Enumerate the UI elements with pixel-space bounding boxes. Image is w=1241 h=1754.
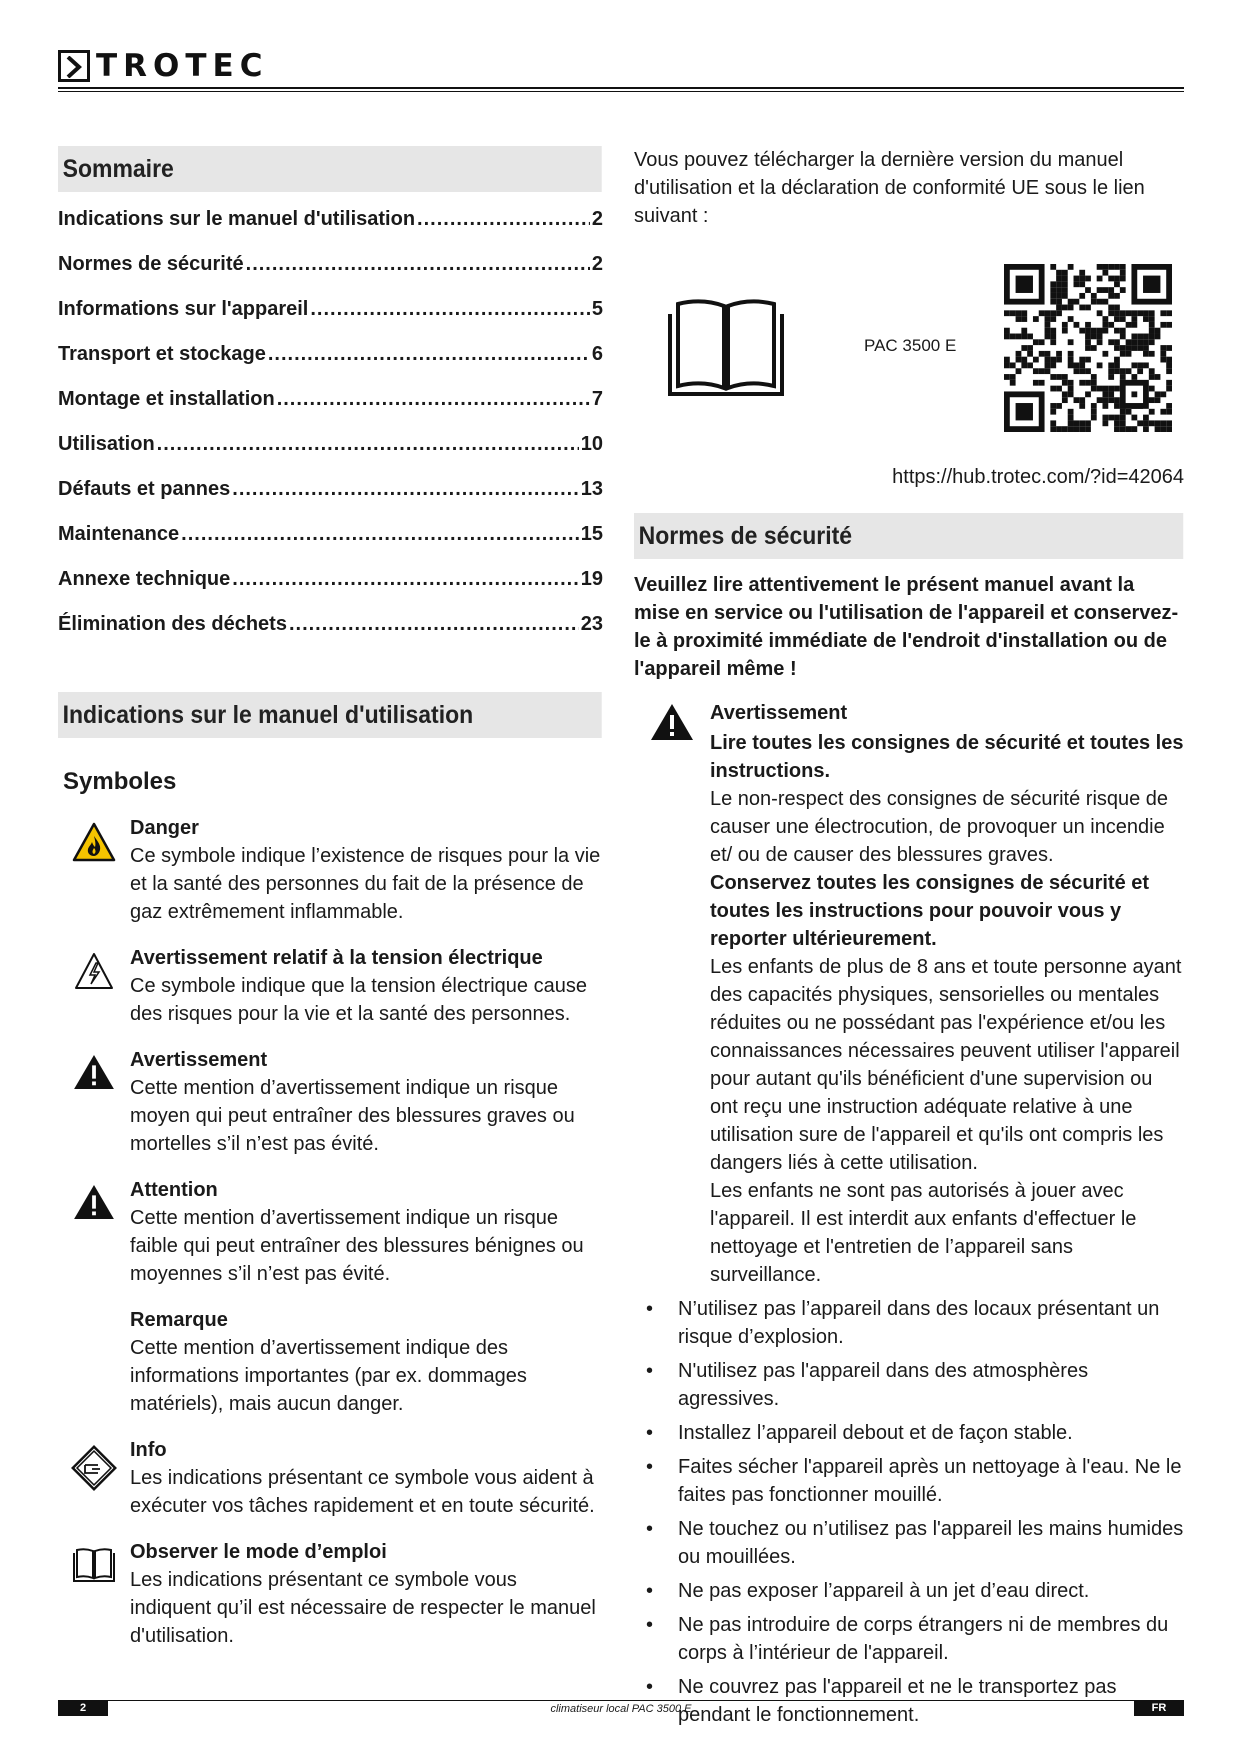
symbol-entry bbox=[58, 1046, 603, 1158]
toc-item[interactable] bbox=[58, 523, 603, 568]
toc-leader-dots bbox=[417, 208, 590, 231]
symbol-text: Cette mention d’avertissement indique un risque moyen qui peut entraîner des blessures graves ou mortelles s’il n’est pas évité. bbox=[130, 1077, 575, 1155]
symbol-title: Attention bbox=[130, 1179, 218, 1201]
symbol-entry bbox=[58, 814, 603, 926]
symbol-icon-slot bbox=[58, 1436, 130, 1520]
manual-book-icon bbox=[71, 1546, 117, 1650]
toc-item-page: 19 bbox=[580, 568, 603, 590]
footer-rule bbox=[108, 1700, 1134, 1701]
toc-item-label: Informations sur l'appareil bbox=[58, 298, 309, 320]
safety-bullet: • Ne touchez ou n’utilisez pas l'appareil les mains humides ou mouillées. bbox=[634, 1515, 1184, 1571]
symbol-icon-slot bbox=[58, 814, 130, 926]
symbol-title: Avertissement bbox=[130, 1049, 268, 1071]
table-of-contents bbox=[58, 208, 603, 658]
left-column bbox=[58, 146, 603, 1650]
warning-text-1: Le non-respect des consignes de sécurité risque de causer une électrocution, de provoquer un incendie et/ ou de causer des blessures graves. bbox=[710, 788, 1169, 866]
symbol-icon-slot bbox=[58, 944, 130, 1028]
safety-bullet: • N’utilisez pas l’appareil dans des locaux présentant un risque d’explosion. bbox=[634, 1295, 1184, 1351]
toc-item-page: 23 bbox=[580, 613, 603, 635]
language-code: FR bbox=[1134, 1700, 1184, 1716]
symbol-text: Cette mention d’avertissement indique un risque faible qui peut entraîner des blessures bénignes ou moyennes s’il n’est pas évité. bbox=[130, 1207, 584, 1285]
symbol-icon-slot bbox=[58, 1176, 130, 1288]
flame-warning-icon bbox=[72, 822, 116, 926]
toc-item-label: Utilisation bbox=[58, 433, 155, 455]
toc-item-page: 13 bbox=[580, 478, 603, 500]
safety-bullet: • Faites sécher l'appareil après un nettoyage à l'eau. Ne le faites pas fonctionner mouillé. bbox=[634, 1453, 1184, 1509]
symbol-entry bbox=[58, 1538, 603, 1650]
page-number: 2 bbox=[58, 1700, 108, 1716]
toc-item-label: Normes de sécurité bbox=[58, 253, 244, 275]
page-footer bbox=[58, 1700, 1184, 1716]
download-block bbox=[634, 252, 1184, 462]
electric-warning-icon bbox=[74, 952, 114, 1028]
symbol-text: Cette mention d’avertissement indique des informations importantes (par ex. dommages matériels), mais aucun danger. bbox=[130, 1337, 527, 1415]
symbol-entry bbox=[58, 1176, 603, 1288]
toc-leader-dots bbox=[310, 298, 590, 321]
safety-bullet-list bbox=[634, 1295, 1184, 1729]
exclamation-warning-icon bbox=[73, 1184, 115, 1288]
warning-bold-2: Conservez toutes les consignes de sécurité et toutes les instructions pour pouvoir vous y reporter ultérieurement. bbox=[710, 872, 1150, 950]
symbol-title: Observer le mode d’emploi bbox=[130, 1541, 387, 1563]
trotec-logo bbox=[58, 50, 268, 82]
toc-item[interactable] bbox=[58, 388, 603, 433]
toc-item[interactable] bbox=[58, 433, 603, 478]
indications-title: Indications sur le manuel d'utilisation bbox=[58, 692, 602, 738]
document-name: climatiseur local PAC 3500 E bbox=[550, 1703, 692, 1715]
toc-item[interactable] bbox=[58, 208, 603, 253]
safety-bullet: • N'utilisez pas l'appareil dans des atmosphères agressives. bbox=[634, 1357, 1184, 1413]
toc-item-page: 7 bbox=[591, 388, 603, 410]
safety-bullet: • Ne pas introduire de corps étrangers ni de membres du corps à l’intérieur de l'appareil. bbox=[634, 1611, 1184, 1667]
toc-item-label: Maintenance bbox=[58, 523, 180, 545]
toc-leader-dots bbox=[232, 478, 578, 501]
symbol-title: Danger bbox=[130, 817, 199, 839]
symbol-icon-slot bbox=[58, 1538, 130, 1650]
toc-item-label: Défauts et pannes bbox=[58, 478, 231, 500]
qr-code[interactable] bbox=[1004, 264, 1172, 437]
symbol-entry bbox=[58, 1436, 603, 1520]
symbol-icon-slot bbox=[58, 1046, 130, 1158]
toc-item-page: 5 bbox=[591, 298, 603, 320]
safety-intro: Veuillez lire attentivement le présent manuel avant la mise en service ou l'utilisation de l'appareil et conservez-le à proximité immédiate de l'endroit d'installation ou de l'appareil même ! bbox=[634, 574, 1179, 680]
toc-item-label: Montage et installation bbox=[58, 388, 275, 410]
symbol-text: Ce symbole indique que la tension électrique cause des risques pour la vie et la santé des personnes. bbox=[130, 975, 587, 1025]
symbols-heading: Symboles bbox=[63, 768, 177, 795]
header-rule bbox=[58, 87, 1184, 89]
safety-warning bbox=[634, 699, 1184, 1289]
toc-item[interactable] bbox=[58, 613, 603, 658]
warning-text-2: Les enfants de plus de 8 ans et toute personne ayant des capacités physiques, sensorielles ou mentales réduites ou ne possédant pas l'expérience et/ou les connaissances nécessaires peuvent utiliser l'appareil pour autant qu'ils bénéficient d'une supervision ou ont reçu une instruction adéquate relative à une utilisation sure de l'appareil et qu'ils ont compris les dangers liés à cette utilisation. bbox=[710, 956, 1182, 1174]
toc-item-page: 2 bbox=[591, 253, 603, 275]
symbol-text: Les indications présentant ce symbole vous aident à exécuter vos tâches rapidement et en toute sécurité. bbox=[130, 1467, 595, 1517]
toc-item[interactable] bbox=[58, 568, 603, 613]
toc-item-page: 10 bbox=[580, 433, 603, 455]
toc-item[interactable] bbox=[58, 478, 603, 523]
exclamation-warning-icon bbox=[73, 1054, 115, 1158]
toc-leader-dots bbox=[268, 343, 590, 366]
toc-leader-dots bbox=[157, 433, 579, 456]
exclamation-warning-icon bbox=[634, 699, 710, 1289]
toc-item-page: 2 bbox=[591, 208, 603, 230]
toc-item[interactable] bbox=[58, 253, 603, 298]
symbol-title: Info bbox=[130, 1439, 167, 1461]
toc-leader-dots bbox=[289, 613, 579, 636]
toc-item[interactable] bbox=[58, 343, 603, 388]
symbol-icon-slot bbox=[58, 1306, 130, 1418]
warning-title: Avertissement bbox=[710, 702, 848, 724]
symbol-title: Avertissement relatif à la tension électrique bbox=[130, 947, 543, 969]
warning-text-3: Les enfants ne sont pas autorisés à jouer avec l'appareil. Il est interdit aux enfants d'effectuer le nettoyage et l'entretien de l’appareil sans surveillance. bbox=[710, 1180, 1137, 1286]
toc-item-label: Élimination des déchets bbox=[58, 613, 287, 635]
toc-item-label: Indications sur le manuel d'utilisation bbox=[58, 208, 416, 230]
toc-leader-dots bbox=[246, 253, 590, 276]
toc-item-label: Annexe technique bbox=[58, 568, 231, 590]
symbol-text: Les indications présentant ce symbole vous indiquent qu’il est nécessaire de respecter le manuel d'utilisation. bbox=[130, 1569, 596, 1647]
info-hand-icon bbox=[70, 1444, 118, 1520]
safety-title: Normes de sécurité bbox=[634, 513, 1183, 559]
warning-bold-1: Lire toutes les consignes de sécurité et toutes les instructions. bbox=[710, 732, 1184, 782]
symbol-entry bbox=[58, 944, 603, 1028]
symbol-title: Remarque bbox=[130, 1309, 228, 1331]
toc-leader-dots bbox=[181, 523, 579, 546]
symbols-list bbox=[58, 814, 603, 1650]
toc-leader-dots bbox=[277, 388, 590, 411]
toc-item[interactable] bbox=[58, 298, 603, 343]
logo-chevron-icon bbox=[58, 50, 90, 82]
brand-name: TROTEC bbox=[96, 48, 269, 84]
symbol-text: Ce symbole indique l’existence de risques pour la vie et la santé des personnes du fait de la présence de gaz extrêmement inflammable. bbox=[130, 845, 601, 923]
manual-book-icon bbox=[662, 294, 790, 407]
toc-item-page: 6 bbox=[591, 343, 603, 365]
download-url[interactable]: https://hub.trotec.com/?id=42064 bbox=[892, 466, 1184, 488]
safety-bullet: • Ne couvrez pas l'appareil et ne le transportez pas pendant le fonctionnement. bbox=[634, 1673, 1184, 1729]
symbol-entry bbox=[58, 1306, 603, 1418]
page-header bbox=[58, 50, 1184, 90]
header-rule-thin bbox=[58, 91, 1184, 92]
safety-bullet: • Ne pas exposer l’appareil à un jet d’eau direct. bbox=[634, 1577, 1184, 1605]
model-label: PAC 3500 E bbox=[864, 336, 957, 355]
toc-title: Sommaire bbox=[58, 146, 602, 192]
toc-item-page: 15 bbox=[580, 523, 603, 545]
download-text: Vous pouvez télécharger la dernière version du manuel d'utilisation et la déclaration de conformité UE sous le lien suivant : bbox=[634, 149, 1145, 227]
safety-bullet: • Installez l’appareil debout et de façon stable. bbox=[634, 1419, 1184, 1447]
toc-leader-dots bbox=[232, 568, 578, 591]
toc-item-label: Transport et stockage bbox=[58, 343, 266, 365]
right-column bbox=[634, 146, 1184, 1735]
